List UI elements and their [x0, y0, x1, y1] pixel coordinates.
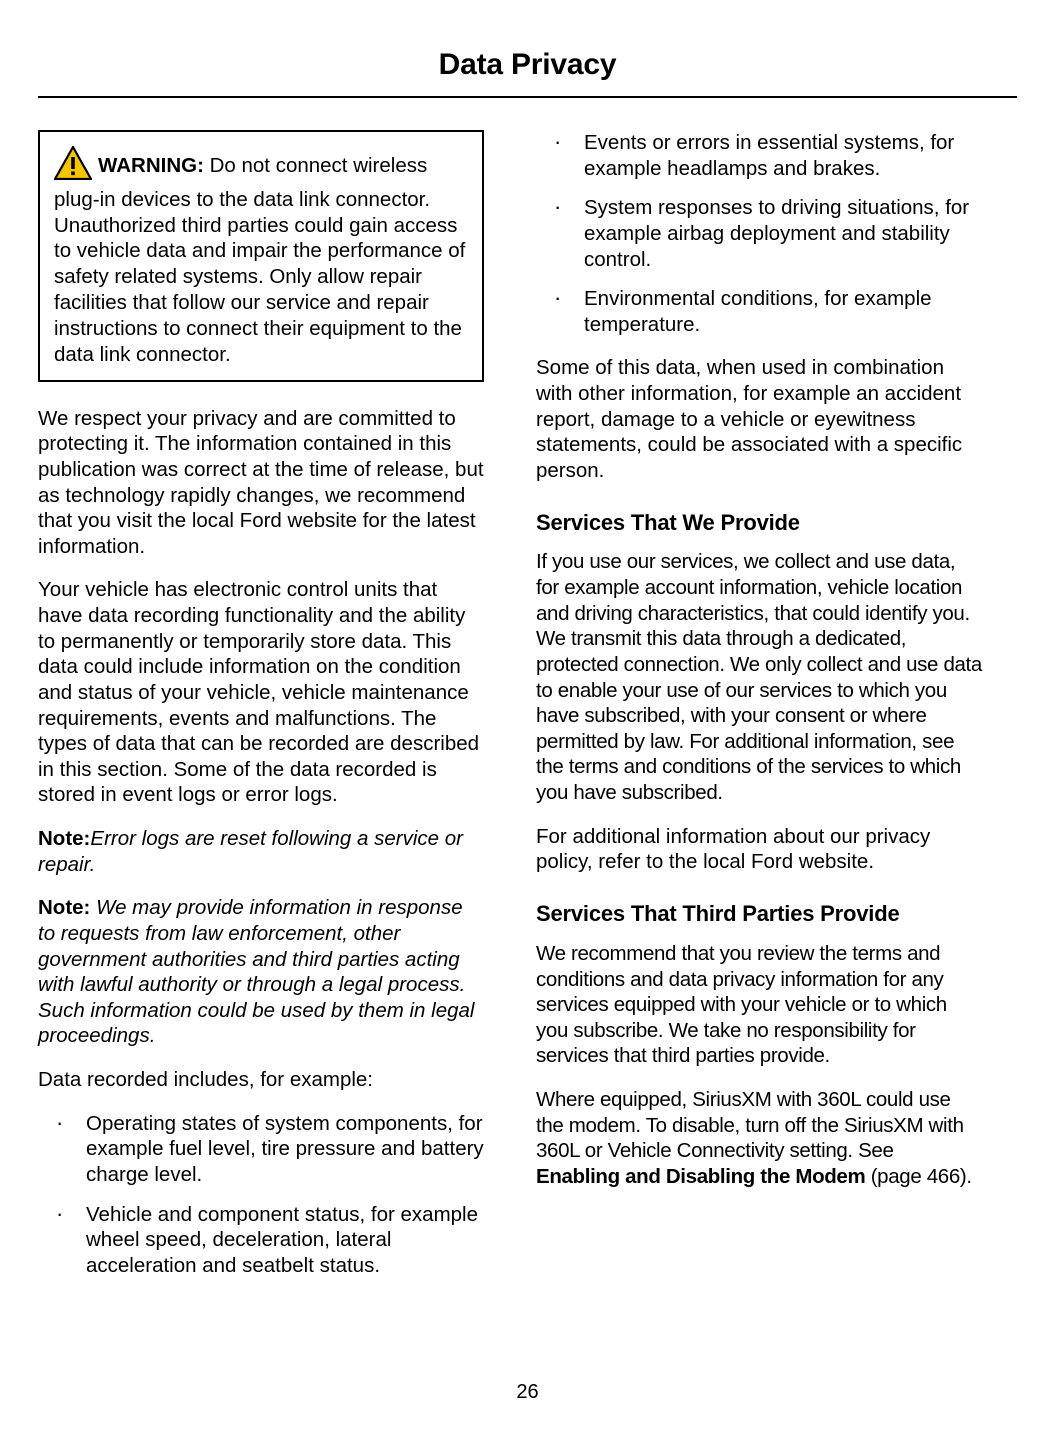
list-item: · System responses to driving situations, for example airbag deployment and stability control. [536, 195, 982, 272]
warning-triangle-icon [54, 146, 92, 187]
section-heading-services-we-provide: Services That We Provide [536, 509, 800, 535]
warning-body: Do not connect wireless plug-in devices to the data link connector. Unauthorized third parties could gain access to vehicle data and impair the performance of safety related systems. Only allow repair facilities that follow our service and repair instructions to connect their equipment to the data link connector. [54, 154, 466, 366]
list-item: · Vehicle and component status, for example wheel speed, deceleration, lateral acceleration and seatbelt status. [38, 1202, 484, 1279]
left-bullet-list [38, 1111, 484, 1279]
note-label-1: Note: [38, 827, 91, 850]
note-text-2: We may provide information in response to requests from law enforcement, other government authorities and third parties acting with lawful authority or through a legal process. Such information could be used by them in legal proceedings. [38, 896, 475, 1048]
right-paragraph-2: If you use our services, we collect and use data, for example account information, vehicle location and driving characteristics, that could identify you. We transmit this data through a dedicated, protected connection. We only collect and use data to enable your use of our services to which you have subscribed, with your consent or where permitted by law. For additional information, see the terms and conditions of the services to which you have subscribed. [536, 550, 982, 805]
right-paragraph-5-part1: Where equipped, SiriusXM with 360L could use the modem. To disable, turn off the SiriusXM with 360L or Vehicle Connectivity setting. See [536, 1088, 964, 1163]
right-column [536, 130, 982, 1296]
right-paragraph-4: We recommend that you review the terms and conditions and data privacy information for any services equipped with your vehicle or to which you subscribe. We take no responsibility for services that third parties provide. [536, 941, 947, 1068]
right-paragraph-1: Some of this data, when used in combination with other information, for example an accident report, damage to a vehicle or eyewitness statements, could be associated with a specific person. [536, 356, 963, 482]
right-paragraph-3: For additional information about our privacy policy, refer to the local Ford website. [536, 824, 931, 874]
left-note-2 [38, 895, 484, 1049]
warning-label: WARNING: [98, 154, 204, 177]
left-paragraph-1: We respect your privacy and are committed to protecting it. The information contained in this publication was correct at the time of release, but as technology rapidly changes, we recommend that you visit the local Ford website for the latest information. [38, 406, 484, 558]
left-paragraph-2: Your vehicle has electronic control units that have data recording functionality and the ability to permanently or temporarily store data. This data could include information on the condition and status of your vehicle, vehicle maintenance requirements, events and malfunctions. The types of data that can be recorded are described in this section. Some of the data recorded is stored in event logs or error logs. [38, 578, 480, 807]
right-bullet-list [536, 130, 982, 337]
list-item: · Events or errors in essential systems, for example headlamps and brakes. [536, 130, 982, 181]
warning-box [38, 130, 484, 382]
cross-reference-link[interactable]: Enabling and Disabling the Modem [536, 1164, 866, 1188]
list-item: · Environmental conditions, for example temperature. [536, 286, 982, 337]
right-paragraph-5-part2: (page 466). [865, 1164, 972, 1188]
right-paragraph-5 [536, 1087, 982, 1190]
left-paragraph-3: Data recorded includes, for example: [38, 1068, 374, 1091]
section-heading-services-third-parties: Services That Third Parties Provide [536, 900, 900, 926]
note-text-1: Error logs are reset following a service or repair. [38, 827, 463, 876]
note-label-2: Note: [38, 896, 91, 920]
page-title: Data Privacy [438, 48, 617, 81]
list-item: · Operating states of system components, for example fuel level, tire pressure and battery charge level. [38, 1111, 484, 1188]
left-column [38, 130, 484, 1296]
warning-text [54, 146, 468, 368]
page-number: 26 [516, 1381, 539, 1403]
page-columns [0, 98, 1055, 1296]
left-note-1 [38, 826, 484, 877]
